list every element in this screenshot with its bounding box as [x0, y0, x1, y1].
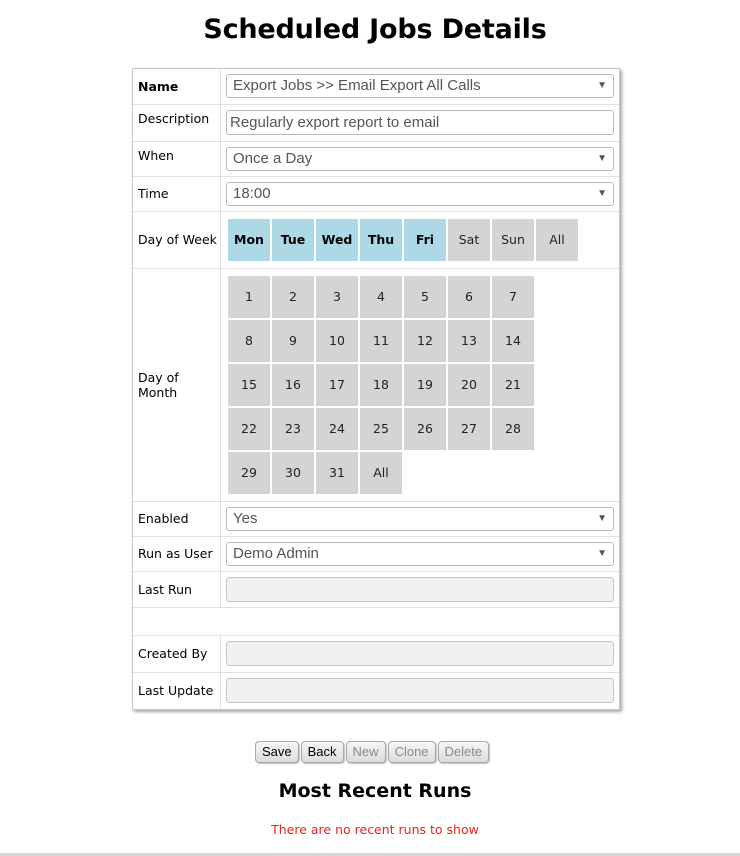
day-of-month-button-12[interactable]: 12	[404, 320, 446, 362]
day-of-week-button-tue[interactable]: Tue	[272, 219, 314, 261]
day-of-week-row	[133, 211, 619, 268]
when-select[interactable]	[226, 147, 614, 171]
day-of-month-row	[133, 268, 619, 501]
delete-button[interactable]: Delete	[438, 741, 490, 763]
action-buttons	[255, 741, 489, 763]
spacer-row	[133, 607, 619, 635]
time-label: Time	[133, 176, 221, 211]
job-details-form	[132, 68, 620, 710]
day-of-month-button-18[interactable]: 18	[360, 364, 402, 406]
day-of-month-button-7[interactable]: 7	[492, 276, 534, 318]
day-of-week-button-all[interactable]: All	[536, 219, 578, 261]
day-of-month-button-4[interactable]: 4	[360, 276, 402, 318]
day-of-month-button-30[interactable]: 30	[272, 452, 314, 494]
time-select[interactable]	[226, 182, 614, 206]
enabled-label: Enabled	[133, 501, 221, 536]
name-select-value: Export Jobs >> Email Export All Calls	[233, 77, 481, 95]
run-as-user-label: Run as User	[133, 536, 221, 571]
day-of-month-button-27[interactable]: 27	[448, 408, 490, 450]
day-of-month-button-15[interactable]: 15	[228, 364, 270, 406]
job-details-table	[133, 69, 619, 709]
created-by-label: Created By	[133, 635, 221, 672]
last-run-row	[133, 571, 619, 607]
chevron-down-icon: ▼	[597, 80, 607, 92]
chevron-down-icon: ▼	[597, 547, 607, 559]
back-button[interactable]: Back	[301, 741, 344, 763]
day-of-month-button-24[interactable]: 24	[316, 408, 358, 450]
day-of-week-selector	[227, 219, 614, 261]
new-button[interactable]: New	[346, 741, 386, 763]
time-select-value: 18:00	[233, 184, 271, 202]
day-of-month-button-2[interactable]: 2	[272, 276, 314, 318]
last-update-field	[226, 678, 614, 703]
day-of-month-button-13[interactable]: 13	[448, 320, 490, 362]
day-of-month-button-3[interactable]: 3	[316, 276, 358, 318]
recent-runs-title: Most Recent Runs	[278, 780, 472, 802]
last-update-row	[133, 672, 619, 709]
day-of-month-button-23[interactable]: 23	[272, 408, 314, 450]
chevron-down-icon: ▼	[597, 512, 607, 524]
day-of-month-button-26[interactable]: 26	[404, 408, 446, 450]
day-of-month-label: Day of Month	[133, 268, 221, 501]
created-by-field	[226, 641, 614, 666]
day-of-month-button-9[interactable]: 9	[272, 320, 314, 362]
day-of-month-button-14[interactable]: 14	[492, 320, 534, 362]
run-as-user-row	[133, 536, 619, 571]
save-button[interactable]: Save	[255, 741, 299, 763]
day-of-month-button-29[interactable]: 29	[228, 452, 270, 494]
created-by-row	[133, 635, 619, 672]
day-of-month-button-1[interactable]: 1	[228, 276, 270, 318]
day-of-month-button-28[interactable]: 28	[492, 408, 534, 450]
enabled-select-value: Yes	[233, 509, 258, 527]
day-of-week-button-thu[interactable]: Thu	[360, 219, 402, 261]
when-label: When	[133, 141, 221, 176]
day-of-month-button-22[interactable]: 22	[228, 408, 270, 450]
time-row	[133, 176, 619, 211]
day-of-month-button-16[interactable]: 16	[272, 364, 314, 406]
when-select-value: Once a Day	[233, 149, 313, 167]
day-of-month-button-10[interactable]: 10	[316, 320, 358, 362]
last-run-label: Last Run	[133, 571, 221, 607]
day-of-week-button-sat[interactable]: Sat	[448, 219, 490, 261]
day-of-week-label: Day of Week	[133, 211, 221, 268]
enabled-row	[133, 501, 619, 536]
day-of-month-button-6[interactable]: 6	[448, 276, 490, 318]
chevron-down-icon: ▼	[597, 152, 607, 164]
day-of-week-button-fri[interactable]: Fri	[404, 219, 446, 261]
day-of-month-selector	[227, 276, 537, 494]
day-of-month-button-20[interactable]: 20	[448, 364, 490, 406]
last-run-field	[226, 577, 614, 602]
when-row	[133, 141, 619, 176]
day-of-week-button-sun[interactable]: Sun	[492, 219, 534, 261]
spacer-cell	[133, 607, 619, 635]
last-update-label: Last Update	[133, 672, 221, 709]
day-of-month-button-8[interactable]: 8	[228, 320, 270, 362]
day-of-week-button-mon[interactable]: Mon	[228, 219, 270, 261]
run-as-user-select-value: Demo Admin	[233, 544, 319, 562]
name-row	[133, 69, 619, 104]
day-of-month-button-all[interactable]: All	[360, 452, 402, 494]
chevron-down-icon: ▼	[597, 187, 607, 199]
day-of-month-button-19[interactable]: 19	[404, 364, 446, 406]
run-as-user-select[interactable]	[226, 542, 614, 566]
name-label: Name	[133, 69, 221, 104]
description-label: Description	[133, 104, 221, 141]
clone-button[interactable]: Clone	[388, 741, 436, 763]
name-select[interactable]	[226, 74, 614, 98]
day-of-week-button-wed[interactable]: Wed	[316, 219, 358, 261]
description-row	[133, 104, 619, 141]
description-input[interactable]: Regularly export report to email	[226, 110, 614, 135]
page-title: Scheduled Jobs Details	[203, 14, 547, 45]
recent-runs-empty-message: There are no recent runs to show	[271, 822, 479, 837]
day-of-month-button-21[interactable]: 21	[492, 364, 534, 406]
day-of-month-button-17[interactable]: 17	[316, 364, 358, 406]
day-of-month-button-25[interactable]: 25	[360, 408, 402, 450]
day-of-month-button-5[interactable]: 5	[404, 276, 446, 318]
day-of-month-button-11[interactable]: 11	[360, 320, 402, 362]
day-of-month-button-31[interactable]: 31	[316, 452, 358, 494]
enabled-select[interactable]	[226, 507, 614, 531]
